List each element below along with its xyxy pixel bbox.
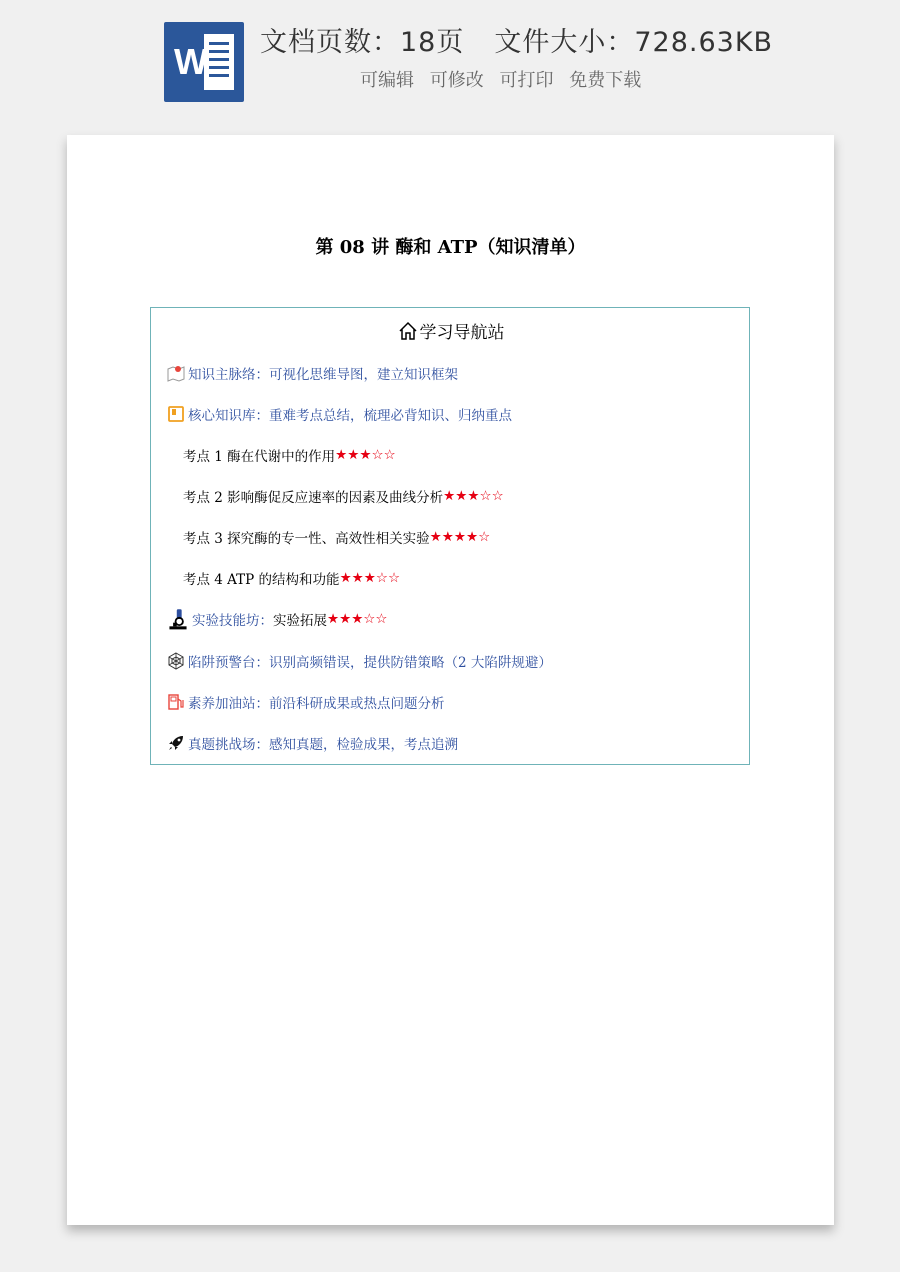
home-icon — [398, 321, 418, 341]
nav-heading-text: 学习导航站 — [419, 323, 505, 343]
nav-item-core-knowledge: 核心知识库： 重难考点总结，梳理必背知识、归纳重点 — [167, 403, 512, 425]
action-free-download: 免费下载 — [569, 70, 642, 91]
word-document-icon — [164, 22, 244, 102]
learning-nav-box — [150, 307, 750, 765]
file-size: 文件大小：728.63KB — [494, 27, 774, 58]
microscope-icon — [167, 608, 189, 630]
rating-stars: ★★★☆☆ — [335, 447, 396, 463]
action-printable: 可打印 — [499, 70, 554, 91]
rating-stars: ★★★★☆ — [429, 529, 491, 545]
action-modifiable: 可修改 — [429, 70, 484, 91]
nav-item-experiment-skills: 实验技能坊： 实验拓展 ★★★☆☆ — [167, 608, 388, 630]
fuel-pump-icon — [167, 693, 185, 711]
nav-item-pitfall-warning: 陷阱预警台： 识别高频错误，提供防错策略（2 大陷阱规避） — [167, 650, 552, 672]
nav-item-literacy-station: 素养加油站： 前沿科研成果或热点问题分析 — [167, 691, 445, 713]
exam-point-4: 考点 4 ATP 的结构和功能 ★★★☆☆ — [183, 570, 401, 588]
action-editable: 可编辑 — [360, 70, 414, 91]
document-title: 第 08 讲 酶和 ATP（知识清单） — [315, 237, 586, 258]
rating-stars: ★★★☆☆ — [443, 488, 504, 504]
nav-item-exam-challenge: 真题挑战场： 感知真题，检验成果，考点追溯 — [167, 732, 458, 754]
book-icon — [167, 405, 185, 423]
nav-heading — [151, 318, 751, 343]
rating-stars: ★★★☆☆ — [327, 611, 388, 627]
banner-title — [260, 20, 773, 59]
banner-actions — [360, 66, 651, 92]
exam-point-2: 考点 2 影响酶促反应速率的因素及曲线分析 ★★★☆☆ — [183, 488, 504, 506]
page-count: 文档页数：18页 — [260, 27, 465, 58]
exam-point-3: 考点 3 探究酶的专一性、高效性相关实验 ★★★★☆ — [183, 529, 491, 547]
word-logo-letter: W — [174, 41, 208, 82]
download-banner — [0, 0, 900, 125]
rocket-icon — [167, 734, 185, 752]
exam-point-1: 考点 1 酶在代谢中的作用 ★★★☆☆ — [183, 447, 396, 465]
rating-stars: ★★★☆☆ — [339, 570, 401, 586]
nav-item-knowledge-map: 知识主脉络： 可视化思维导图，建立知识框架 — [167, 362, 458, 384]
spiderweb-icon — [167, 652, 185, 670]
map-pin-icon — [167, 364, 185, 382]
document-page — [67, 135, 834, 1225]
